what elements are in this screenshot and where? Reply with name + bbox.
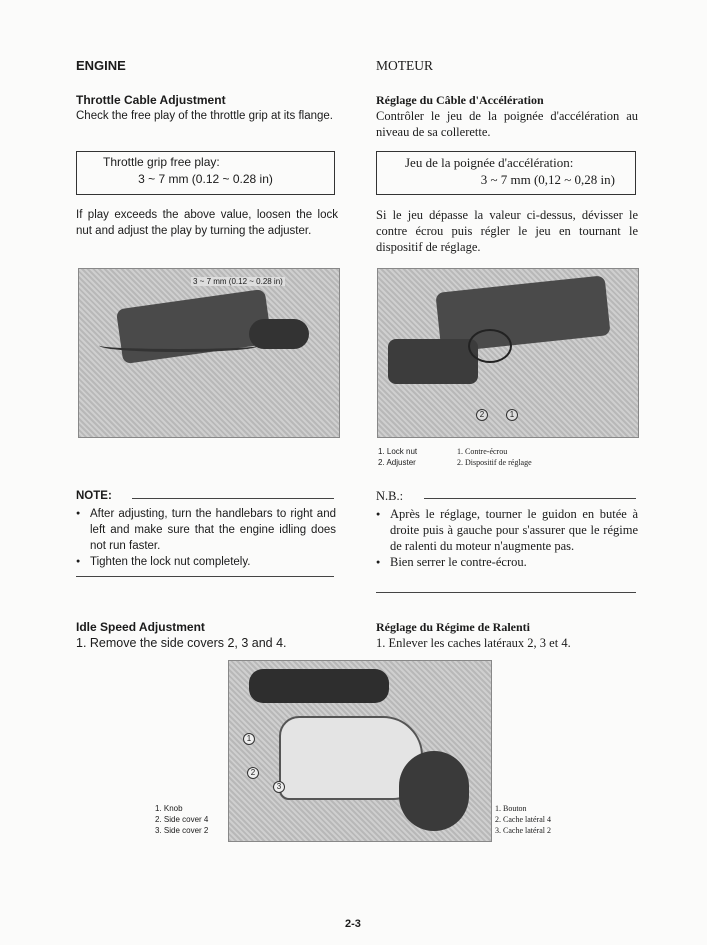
callout-1-bottom: 1 (243, 733, 255, 745)
callout-1: 1 (506, 409, 518, 421)
heading-idle-speed: Idle Speed Adjustment (76, 620, 205, 634)
legend-knob: 1. Knob (155, 804, 183, 813)
callout-2: 2 (476, 409, 488, 421)
free-play-value: 3 ~ 7 mm (0.12 ~ 0.28 in) (138, 172, 273, 186)
photo-measure-label: 3 ~ 7 mm (0.12 ~ 0.28 in) (193, 277, 283, 286)
heading-throttle-cable: Throttle Cable Adjustment (76, 93, 226, 107)
legend-bouton: 1. Bouton (495, 804, 527, 813)
legend-adjuster: 2. Adjuster (378, 458, 416, 467)
idle-step-1: 1. Remove the side covers 2, 3 and 4. (76, 636, 287, 650)
throttle-grip-photo (78, 268, 340, 438)
throttle-check-text: Check the free play of the throttle grip at its flange. (76, 110, 333, 122)
nb-item: ● Bien serrer le contre-écrou. (376, 554, 638, 570)
callout-2-bottom: 2 (247, 767, 259, 779)
jeu-value: 3 ~ 7 mm (0,12 ~ 0,28 in) (480, 172, 615, 187)
adjuster-photo (377, 268, 639, 438)
nb-title: N.B.: (376, 489, 404, 503)
free-play-label: Throttle grip free play: (103, 155, 220, 169)
note-item: ● After adjusting, turn the handlebars to right and left and make sure that the engine idling does not run faster. (76, 506, 336, 554)
legend-side-cover-2: 3. Side cover 2 (155, 826, 209, 835)
throttle-free-play-box (76, 151, 335, 195)
enlever-step-1: 1. Enlever les caches latéraux 2, 3 et 4. (376, 636, 571, 650)
legend-cache-2: 3. Cache latéral 2 (495, 826, 551, 835)
note-item: ● Tighten the lock nut completely. (76, 554, 336, 570)
legend-cache-4: 2. Cache latéral 4 (495, 815, 551, 824)
section-title-moteur: MOTEUR (376, 58, 433, 73)
play-exceeds-text: If play exceeds the above value, loosen the lock nut and adjust the play by turning the adjuster. (76, 209, 338, 237)
jeu-poignee-box (376, 151, 636, 195)
legend-lock-nut: 1. Lock nut (378, 447, 418, 456)
note-title: NOTE: (76, 490, 112, 502)
section-title-engine: ENGINE (76, 58, 126, 73)
legend-contre-ecrou: 1. Contre-écrou (457, 447, 508, 456)
nb-item: ● Après le réglage, tourner le guidon en butée à droite puis à gauche pour s'assurer que le régime de ralenti du moteur n'augmente pas. (376, 506, 638, 554)
si-le-jeu-text: Si le jeu dépasse la valeur ci-dessus, dévisser le contre écrou puis régler le jeu en tournant le dispositif de réglage. (376, 208, 638, 254)
callout-3-bottom: 3 (273, 781, 285, 793)
legend-dispositif: 2. Dispositif de réglage (457, 458, 532, 467)
page-number: 2-3 (345, 918, 361, 930)
heading-regime-ralenti: Réglage du Régime de Ralenti (376, 620, 530, 634)
legend-side-cover-4: 2. Side cover 4 (155, 815, 209, 824)
controler-text: Contrôler le jeu de la poignée d'accélération au niveau de sa collerette. (376, 109, 638, 139)
side-cover-photo (228, 660, 492, 842)
jeu-label: Jeu de la poignée d'accélération: (405, 155, 574, 170)
heading-reglage-cable: Réglage du Câble d'Accélération (376, 93, 544, 107)
